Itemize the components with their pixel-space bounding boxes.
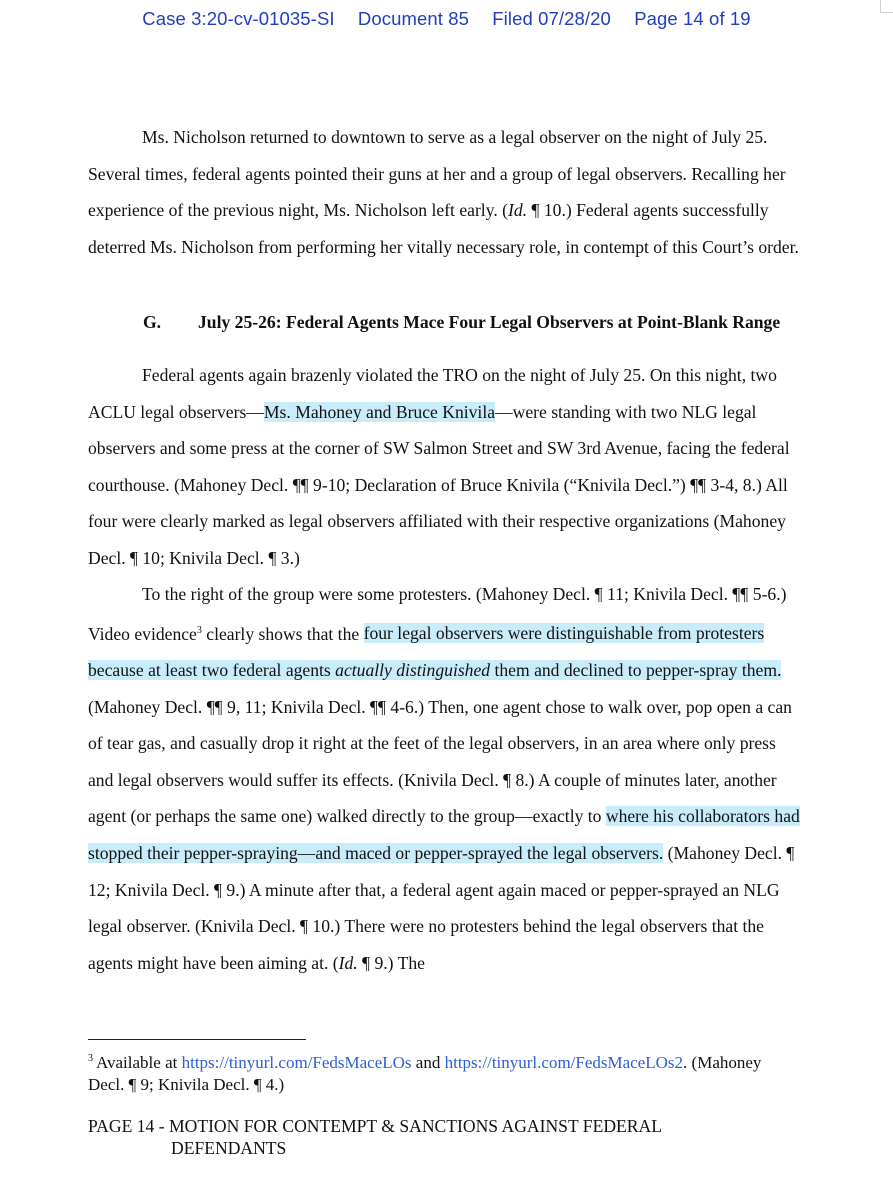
highlight-maced: where his collaborators had stopped their pepper-spraying—and maced or pepper-sprayed the legal observers. — [88, 806, 800, 864]
paragraph-july25: Federal agents again brazenly violated the TRO on the night of July 25. On this night, two ACLU legal observers—Ms. Mahoney and Bruce Knivila—were standing with two NLG legal observers and some press at the corner of SW Salmon Street and SW 3rd Avenue, facing the federal courthouse. (Mahoney Decl. ¶¶ 9-10; Declaration of Bruce Knivila (“Knivila Decl.”) ¶¶ 3-4, 8.) All four were clearly marked as legal observers affiliated with their respective organizations (Mahoney Decl. ¶ 10; Knivila Decl. ¶ 3.) — [88, 365, 790, 568]
ecf-header — [0, 8, 893, 30]
footnote-3: $^3$ Available at https://tinyurl.com/FedsMaceLOs and https://tinyurl.com/FedsMaceLOs2. (Mahoney Decl. ¶ 9; Knivila Decl. ¶ 4.) — [88, 1053, 762, 1094]
section-heading-g — [143, 313, 783, 332]
footer-line-1: PAGE 14 - MOTION FOR CONTEMPT & SANCTIONS AGAINST FEDERAL — [88, 1116, 662, 1136]
footnote-number: 3 — [88, 1053, 93, 1064]
document-number: Document 85 — [357, 8, 470, 29]
section-letter: G. — [143, 312, 162, 332]
footnote-ref: 3 — [196, 624, 202, 636]
footnote-divider — [88, 1039, 306, 1040]
footnote-link-2[interactable]: https://tinyurl.com/FedsMaceLOs2 — [444, 1053, 684, 1072]
page-footer — [88, 1115, 800, 1159]
highlight-distinguishable: four legal observers were distinguishable from protesters because at least two federal agents actually distinguished them and declined to pepper-spray them. — [88, 623, 782, 681]
highlight-observers: Ms. Mahoney and Bruce Knivila — [263, 401, 496, 422]
section-title: July 25-26: Federal Agents Mace Four Legal Observers at Point-Blank Range — [198, 312, 781, 332]
footnote-link-1[interactable]: https://tinyurl.com/FedsMaceLOs — [181, 1053, 412, 1072]
footer-line-2: DEFENDANTS — [171, 1138, 287, 1158]
case-number: Case 3:20-cv-01035-SI — [142, 8, 335, 29]
paragraph-video-evidence: To the right of the group were some protesters. (Mahoney Decl. ¶ 11; Knivila Decl. ¶¶ 5-6.) Video evidence$^3$ clearly shows that the four legal observers were distinguishable from protesters because at least two federal agents actually distinguished them and declined to pepper-spray them. (Mahoney Decl. ¶¶ 9, 11; Knivila Decl. ¶¶ 4-6.) Then, one agent chose to walk over, pop open a can of tear gas, and casually drop it right at the feet of the legal observers, in an area where only press and legal observers would suffer its effects. (Knivila Decl. ¶ 8.) A couple of minutes later, another agent (or perhaps the same one) walked directly to the group—exactly to where his collaborators had stopped their pepper-spraying—and maced or pepper-sprayed the legal observers. (Mahoney Decl. ¶ 12; Knivila Decl. ¶ 9.) A minute after that, a federal agent again maced or pepper-sprayed an NLG legal observer. (Knivila Decl. ¶ 10.) There were no protesters behind the legal observers that the agents might have been aiming at. (Id. ¶ 9.) The — [88, 584, 800, 973]
page-indicator: Page 14 of 19 — [634, 8, 751, 29]
filed-date: Filed 07/28/20 — [492, 8, 611, 29]
paragraph-nicholson: Ms. Nicholson returned to downtown to serve as a legal observer on the night of July 25. Several times, federal agents pointed their guns at her and a group of legal observers. Recalling her experience of the previous night, Ms. Nicholson left early. (Id. ¶ 10.) Federal agents successfully deterred Ms. Nicholson from performing her vitally necessary role, in contempt of this Court’s order. — [88, 127, 799, 257]
